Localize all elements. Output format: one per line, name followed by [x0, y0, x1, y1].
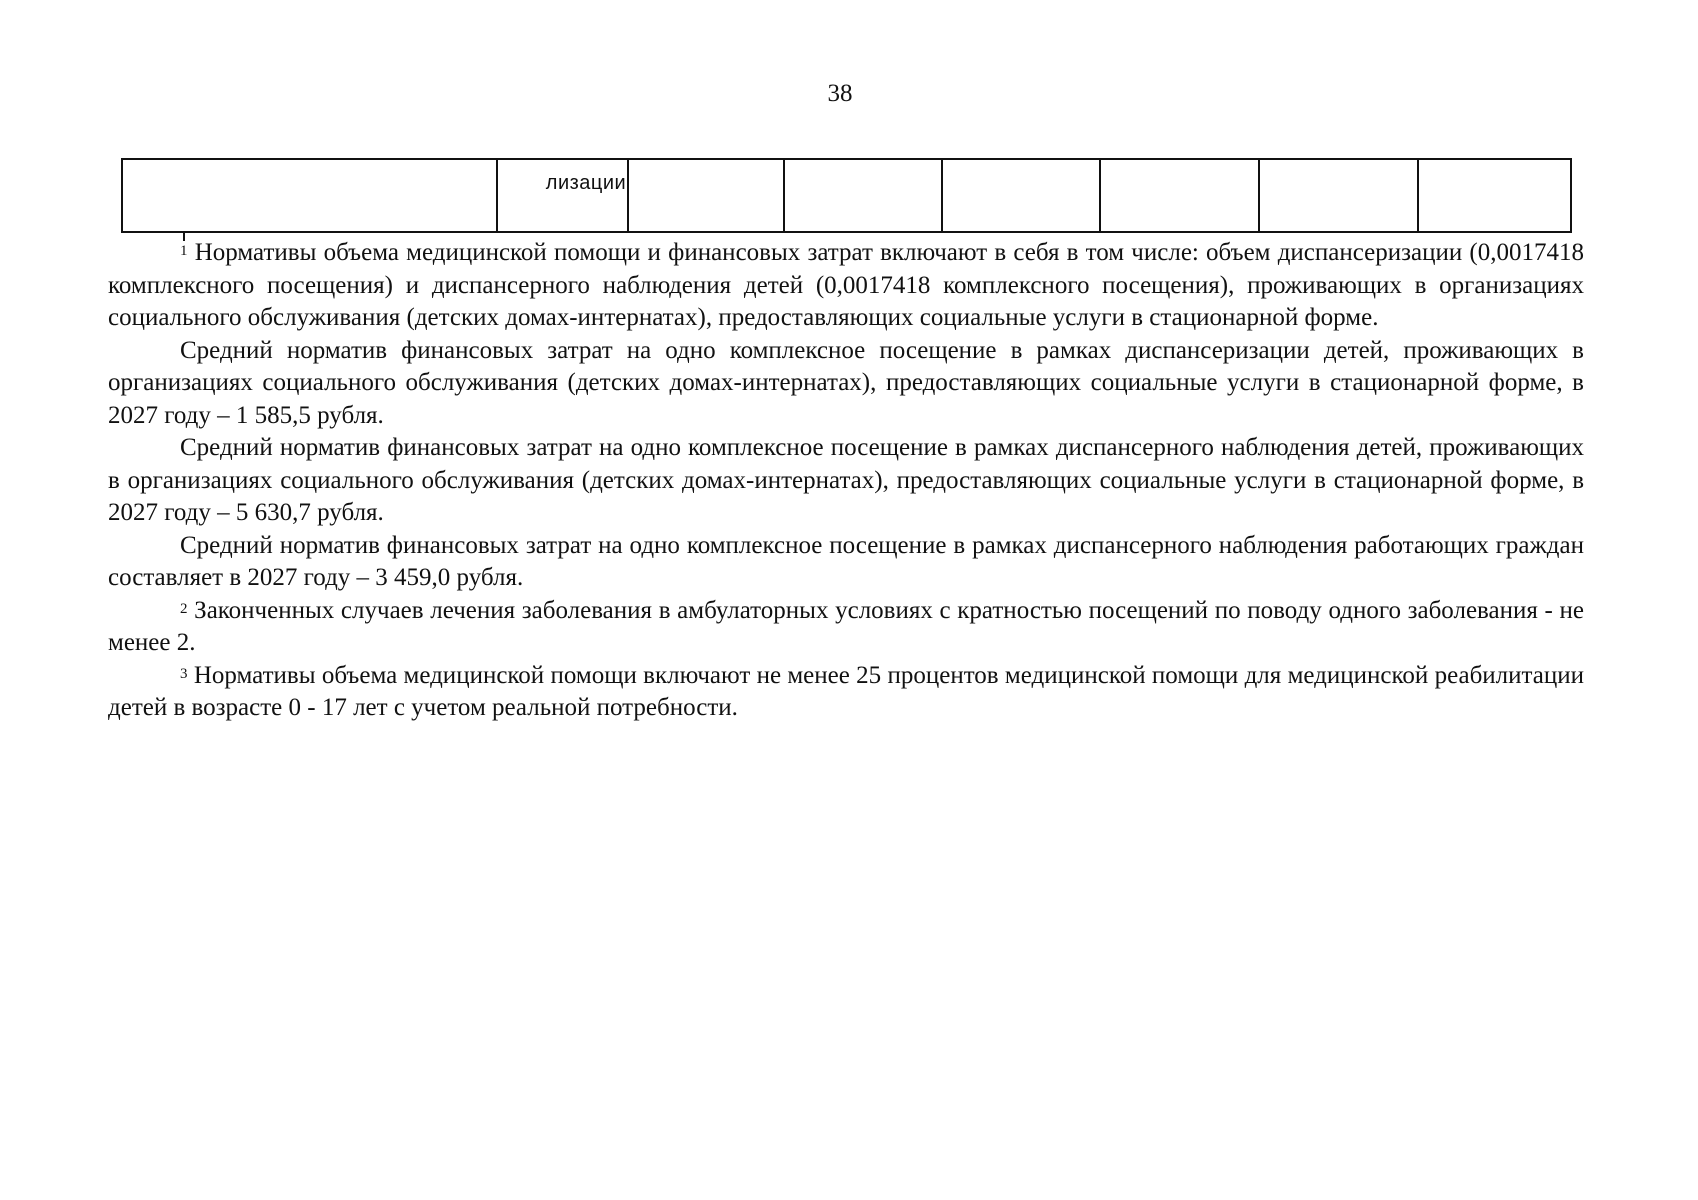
- footnote-paragraph: [108, 237, 1584, 335]
- page-number: 38: [827, 80, 853, 107]
- footnote-text: Нормативы объема медицинской помощи и финансовых затрат включают в себя в том числе: объем диспансеризации (0,0017418 комплексного посещения) и диспансерного наблюдения детей (0,0017418 комплексного посещения), проживающих в организациях социального обслуживания (детских домах-интернатах), предоставляющих социальные услуги в стационарной форме.: [108, 239, 1584, 331]
- footnote-text: Средний норматив финансовых затрат на одно комплексное посещение в рамках диспансерного наблюдения детей, проживающих в организациях социального обслуживания (детских домах-интернатах), предоставляющих социальные услуги в стационарной форме, в 2027 году – 5 630,7 рубля.: [108, 434, 1584, 526]
- footnote-marker: 1: [180, 243, 188, 259]
- footnote-text: Средний норматив финансовых затрат на одно комплексное посещение в рамках диспансеризации детей, проживающих в организациях социального обслуживания (детских домах-интернатах), предоставляющих социальные услуги в стационарной форме, в 2027 году – 1 585,5 рубля.: [108, 336, 1584, 429]
- footnote-paragraph: [108, 530, 1584, 595]
- table-column-divider: [783, 160, 785, 231]
- footnote-paragraph: [108, 335, 1584, 433]
- footnote-paragraph: [108, 432, 1584, 530]
- table-column-divider: [627, 160, 629, 231]
- table-column-divider: [1099, 160, 1101, 231]
- footnote-marker: 3: [180, 665, 188, 682]
- footnote-paragraph: [108, 595, 1584, 660]
- table-column-divider: [941, 160, 943, 231]
- table-cell-text: лизации: [545, 172, 627, 194]
- footnote-marker: 2: [180, 600, 188, 617]
- table-column-divider: [1258, 160, 1260, 231]
- footnote-text: Законченных случаев лечения заболевания в амбулаторных условиях с кратностью посещений по поводу одного заболевания - не менее 2.: [108, 596, 1584, 656]
- footnote-text: Нормативы объема медицинской помощи включают не менее 25 процентов медицинской помощи для медицинской реабилитации детей в возрасте 0 - 17 лет с учетом реальной потребности.: [108, 661, 1585, 721]
- footnotes-section: [108, 237, 1584, 725]
- footnote-text: Средний норматив финансовых затрат на одно комплексное посещение в рамках диспансерного наблюдения работающих граждан составляет в 2027 году – 3 459,0 рубля.: [108, 531, 1584, 591]
- table-fragment: [121, 158, 1572, 233]
- table-column-divider: [496, 160, 498, 231]
- table-column-divider: [1417, 160, 1419, 231]
- footnote-paragraph: [108, 660, 1584, 725]
